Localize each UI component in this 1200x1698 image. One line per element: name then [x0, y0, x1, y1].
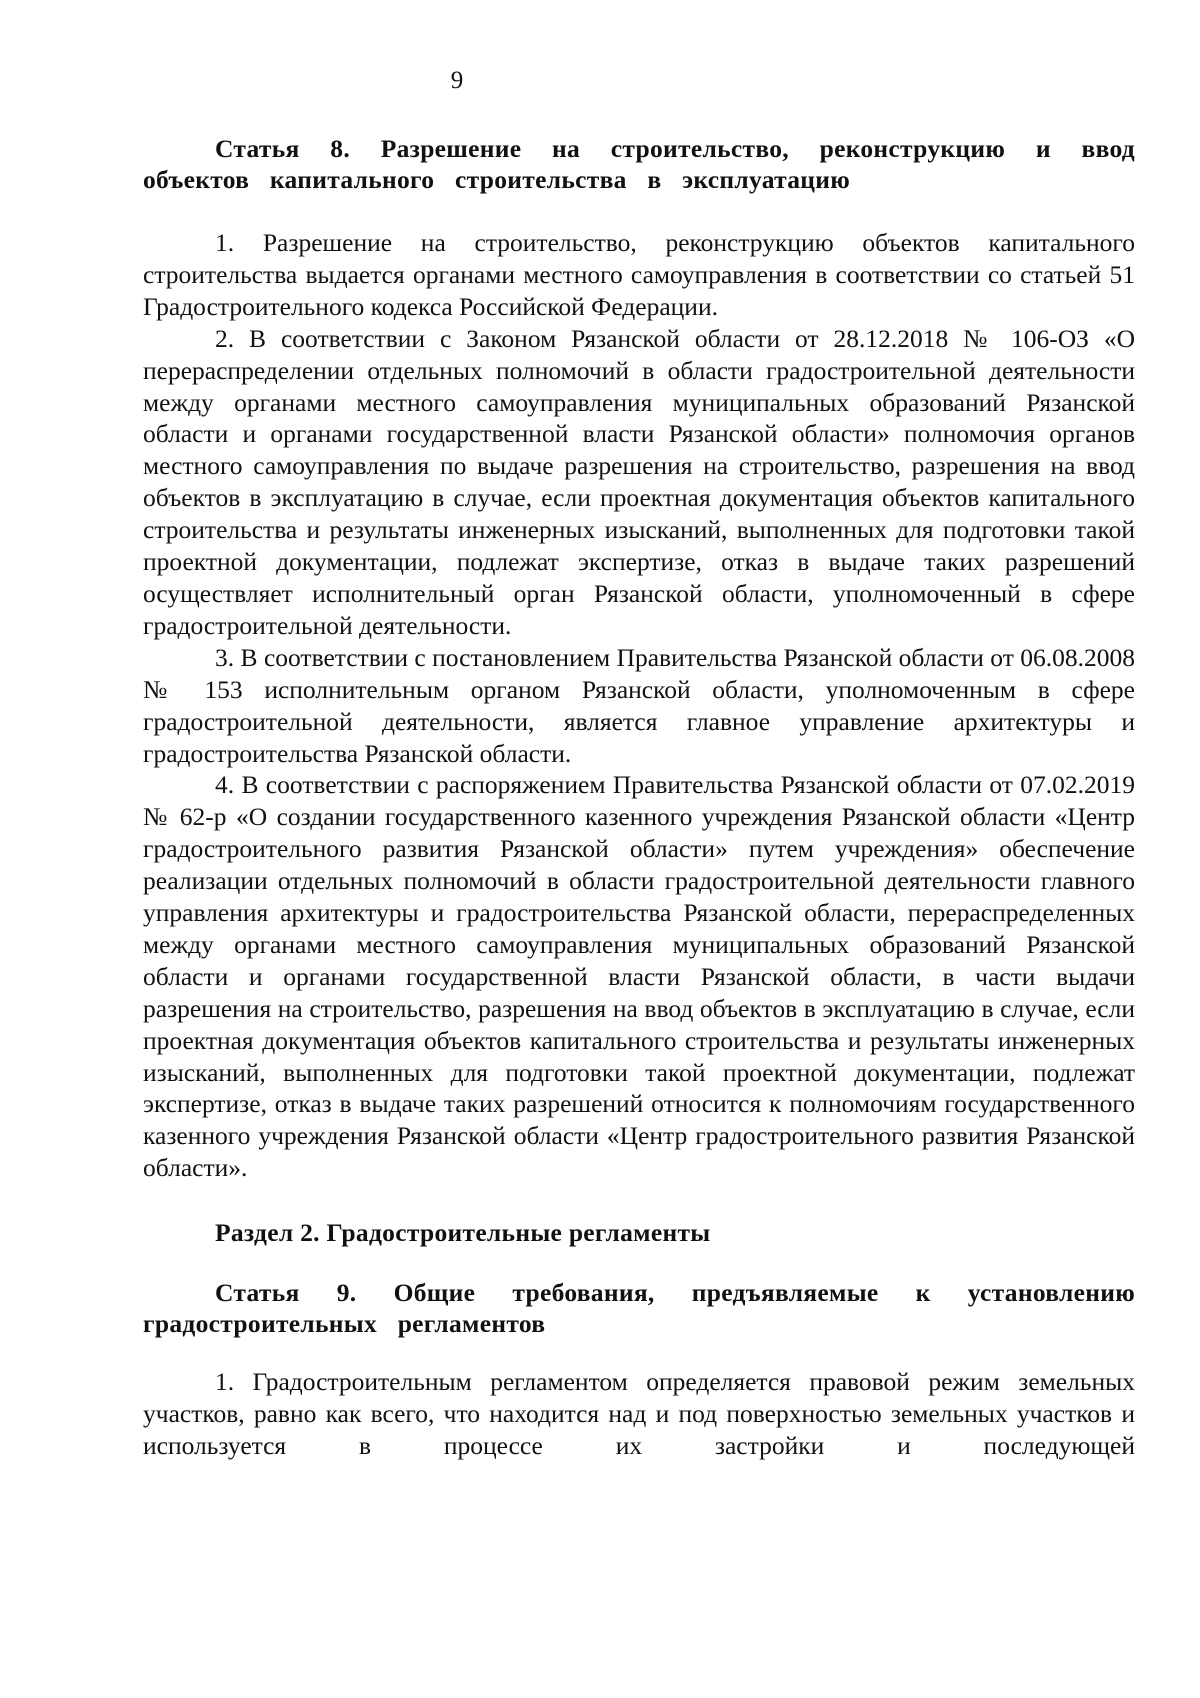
article-9-paragraph-1: 1. Градостроительным регламентом определяется правовой режим земельных участков, равно как всего, что находится над и под поверхностью земельных участков и используется в процессе их застройки и последующей: [143, 1367, 1135, 1460]
article-8-paragraph-1: 1. Разрешение на строительство, реконструкцию объектов капитального строительства выдается органами местного самоуправления в соответствии со статьей 51 Градостроительного кодекса Российской Федерации.: [143, 228, 1135, 321]
section-2-title: Раздел 2. Градостроительные регламенты: [215, 1218, 711, 1247]
article-9-body: [143, 1366, 1135, 1462]
article-8-heading: Статья 8. Разрешение на строительство, реконструкцию и ввод объектов капитального строительства в эксплуатацию: [143, 134, 1135, 194]
article-8-paragraph-3: 3. В соответствии с постановлением Правительства Рязанской области от 06.08.2008 № 153 исполнительным органом Рязанской области, уполномоченным в сфере градостроительной деятельности, является главное управление архитектуры и градостроительства Рязанской области.: [143, 642, 1135, 768]
page-number: 9: [450, 67, 464, 94]
article-8-paragraph-2: 2. В соответствии с Законом Рязанской области от 28.12.2018 № 106-ОЗ «О перераспределении отдельных полномочий в области градостроительной деятельности между органами местного самоуправления муниципальных образований Рязанской области и органами государственной власти Рязанской области» полномочия органов местного самоуправления по выдаче разрешения на строительство, разрешения на ввод объектов в эксплуатацию в случае, если проектная документация объектов капитального строительства и результаты инженерных изысканий, выполненных для подготовки такой проектной документации, подлежат экспертизе, отказ в выдаче таких разрешений осуществляет исполнительный орган Рязанской области, уполномоченный в сфере градостроительной деятельности.: [143, 323, 1135, 640]
article-9-heading: Статья 9. Общие требования, предъявляемые к установлению градостроительных регламентов: [143, 1278, 1135, 1338]
article-8-paragraph-4: 4. В соответствии с распоряжением Правительства Рязанской области от 07.02.2019 № 62-р «О создании государственного казенного учреждения Рязанской области «Центр градостроительного развития Рязанской области» путем учреждения» обеспечение реализации отдельных полномочий в области градостроительной деятельности главного управления архитектуры и градостроительства Рязанской области, перераспределенных между органами местного самоуправления муниципальных образований Рязанской области и органами государственной власти Рязанской области, в части выдачи разрешения на строительство, разрешения на ввод объектов в эксплуатацию в случае, если проектная документация объектов капитального строительства и результаты инженерных изысканий, выполненных для подготовки такой проектной документации, подлежат экспертизе, отказ в выдаче таких разрешений относится к полномочиям государственного казенного учреждения Рязанской области «Центр градостроительного развития Рязанской области».: [143, 770, 1135, 1183]
article-8-body: [143, 227, 1135, 1184]
